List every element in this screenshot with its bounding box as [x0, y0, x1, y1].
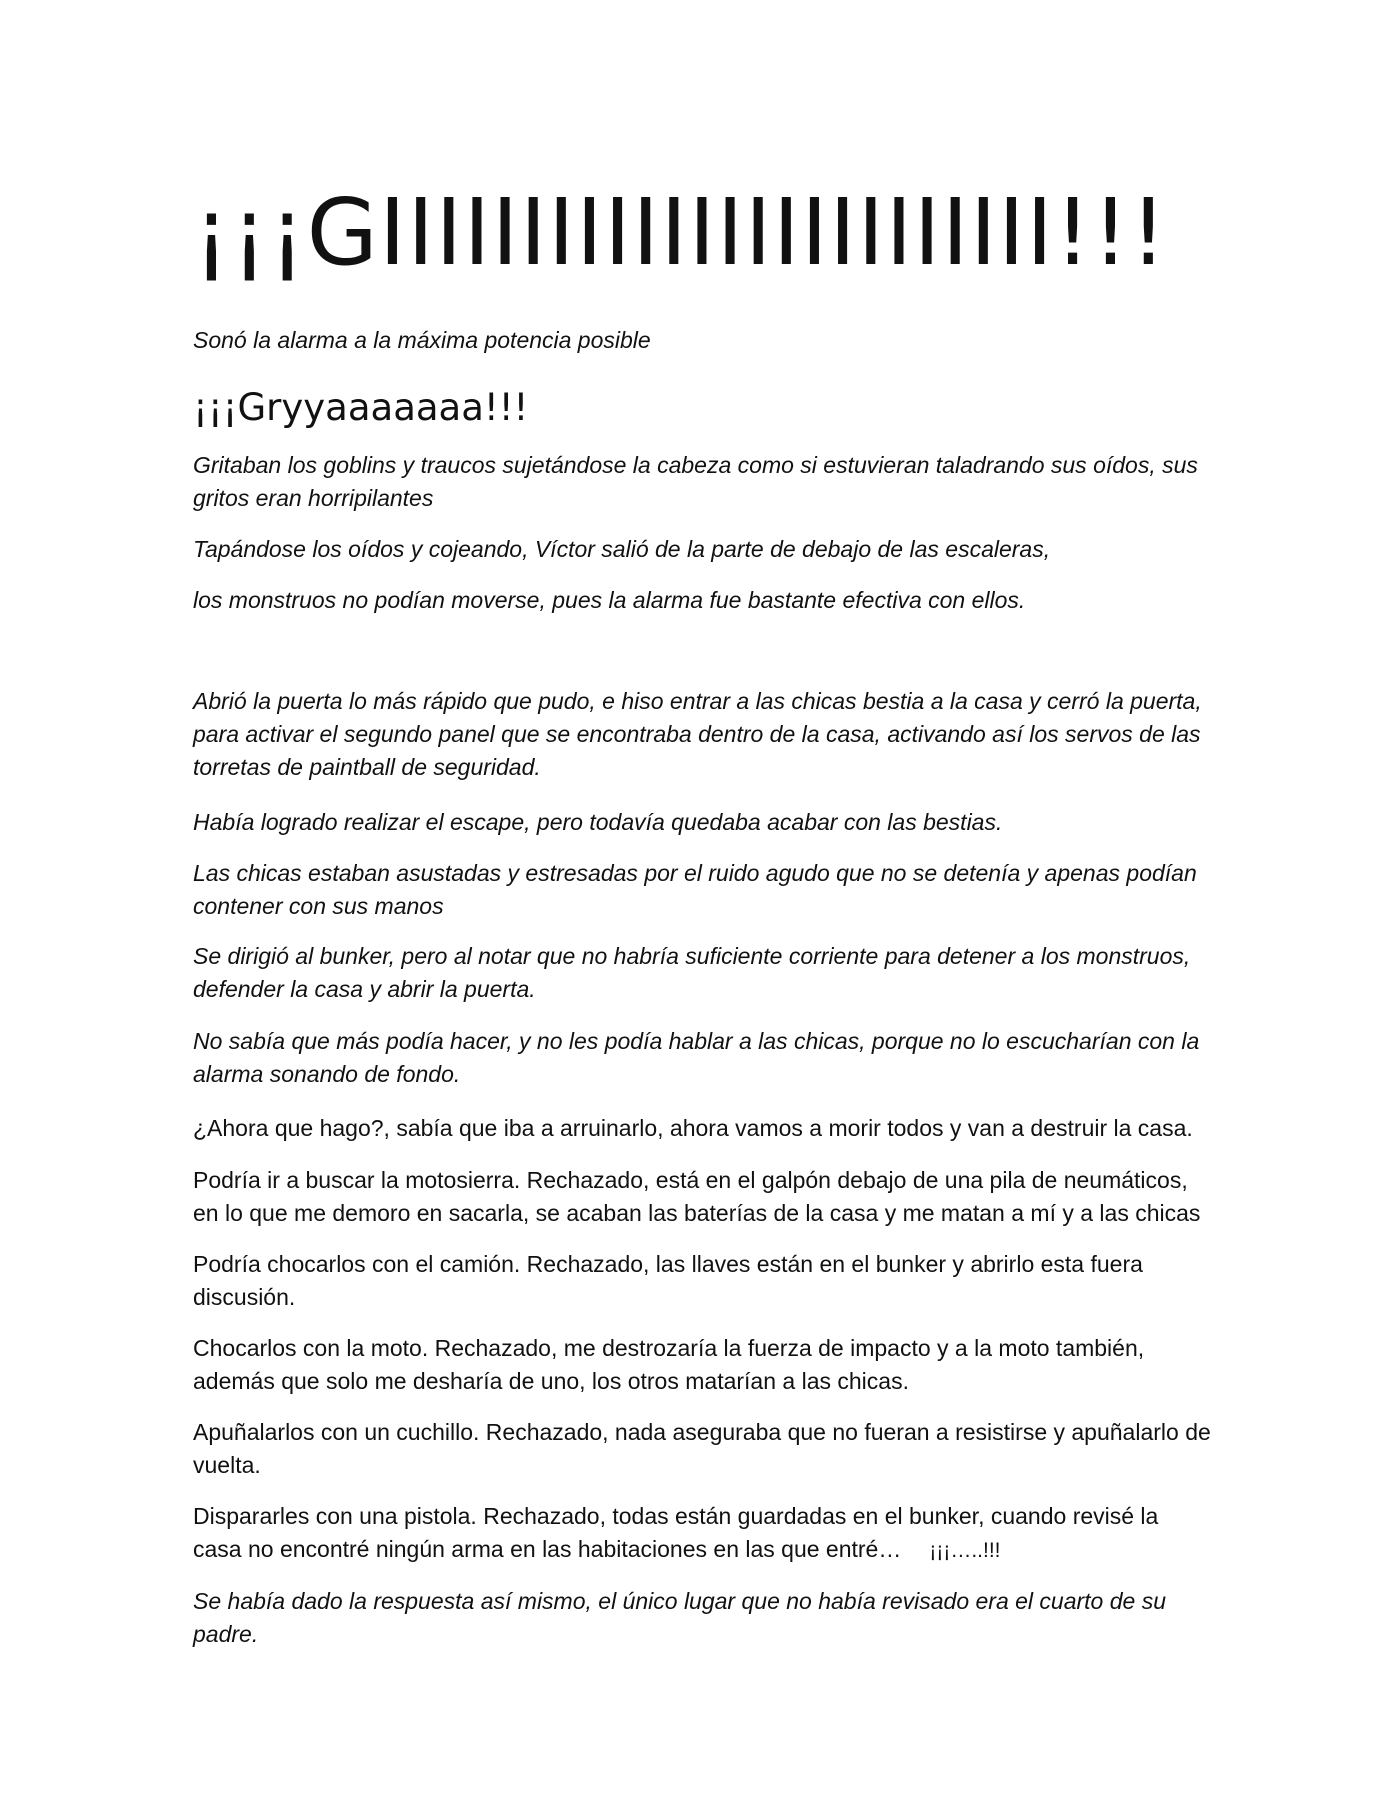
paragraph-knife: Apuñalarlos con un cuchillo. Rechazado, nada aseguraba que no fueran a resistirse y apuñalarlo de vuelta. — [193, 1419, 1211, 1478]
monster-shout: ¡¡¡Gryyaaaaaaa!!! — [193, 386, 529, 429]
paragraph-goblins: Gritaban los goblins y traucos sujetándose la cabeza como si estuvieran taladrando sus oídos, sus gritos eran horripilantes — [193, 452, 1198, 511]
paragraph-monsters: los monstruos no podían moverse, pues la alarma fue bastante efectiva con ellos. — [193, 587, 1026, 613]
paragraph-pistol — [193, 1500, 1213, 1567]
paragraph-truck: Podría chocarlos con el camión. Rechazado, las llaves están en el bunker y abrirlo esta fuera discusión. — [193, 1251, 1143, 1310]
pistol-shout: ¡¡¡…..!!! — [929, 1539, 1001, 1562]
paragraph-girls: Las chicas estaban asustadas y estresadas por el ruido agudo que no se detenía y apenas podían contener con sus manos — [193, 860, 1197, 919]
paragraph-no-idea: No sabía que más podía hacer, y no les podía hablar a las chicas, porque no lo escucharían con la alarma sonando de fondo. — [193, 1028, 1200, 1087]
paragraph-victor: Tapándose los oídos y cojeando, Víctor salió de la parte de debajo de las escaleras, — [193, 536, 1051, 562]
paragraph-door: Abrió la puerta lo más rápido que pudo, e hiso entrar a las chicas bestia a la casa y cerró la puerta, para activar el segundo panel que se encontraba dentro de la casa, activando así los servos de las torretas de paintball de seguridad. — [193, 688, 1202, 780]
alarm-shout-heading: ¡¡¡GIIIIIIIIIIIIIIIIIIIIIIII!!! — [193, 179, 1168, 286]
paragraph-what-now: ¿Ahora que hago?, sabía que iba a arruinarlo, ahora vamos a morir todos y van a destruir la casa. — [193, 1115, 1193, 1141]
paragraph-chainsaw: Podría ir a buscar la motosierra. Rechazado, está en el galpón debajo de una pila de neumáticos, en lo que me demoro en sacarla, se acaban las baterías de la casa y me matan a mí y a las chicas — [193, 1167, 1201, 1226]
paragraph-bunker: Se dirigió al bunker, pero al notar que no habría suficiente corriente para detener a los monstruos, defender la casa y abrir la puerta. — [193, 943, 1191, 1002]
paragraph-pistol-text: Dispararles con una pistola. Rechazado, todas están guardadas en el bunker, cuando revisé la casa no encontré ningún arma en las habitaciones en las que entré… — [193, 1503, 1159, 1562]
paragraph-escape: Había logrado realizar el escape, pero todavía quedaba acabar con las bestias. — [193, 809, 1003, 835]
paragraph-answer: Se había dado la respuesta así mismo, el único lugar que no había revisado era el cuarto de su padre. — [193, 1588, 1166, 1647]
paragraph-motorcycle: Chocarlos con la moto. Rechazado, me destrozaría la fuerza de impacto y a la moto también, además que solo me desharía de uno, los otros matarían a las chicas. — [193, 1335, 1145, 1394]
paragraph-alarm: Sonó la alarma a la máxima potencia posible — [193, 327, 651, 353]
